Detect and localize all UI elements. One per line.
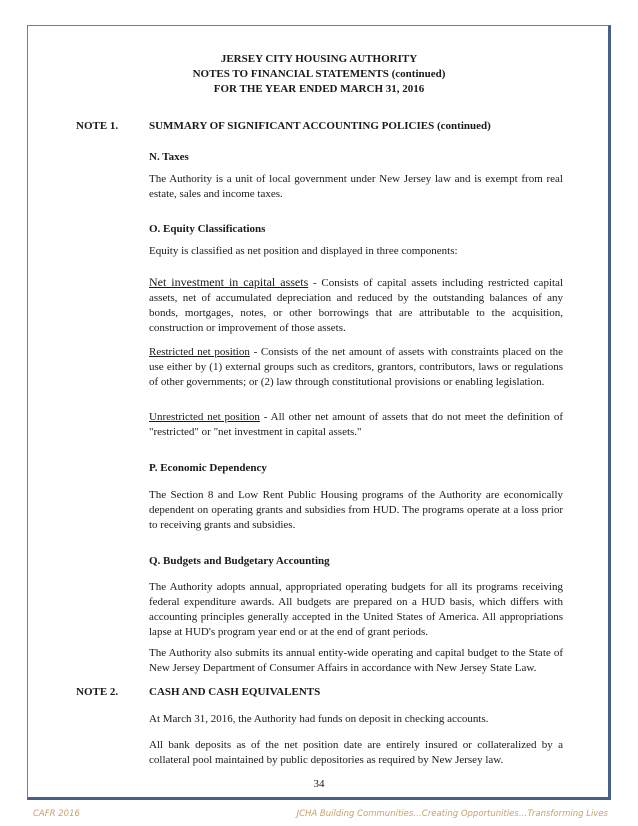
- note2-label: NOTE 2.: [76, 686, 119, 698]
- net-investment-term: Net investment in capital assets: [149, 275, 309, 289]
- restricted-paragraph: [149, 345, 563, 390]
- section-n-text: The Authority is a unit of local government under New Jersey law and is exempt from real estate, sales and income taxes.: [149, 173, 563, 200]
- note1-title: SUMMARY OF SIGNIFICANT ACCOUNTING POLICIES (continued): [149, 120, 491, 132]
- footer-right: JCHA Building Communities…Creating Opportunities…Transforming Lives: [296, 809, 608, 819]
- note1-label: NOTE 1.: [76, 120, 119, 132]
- net-investment-paragraph: [149, 275, 563, 336]
- section-o-intro: Equity is classified as net position and displayed in three components:: [149, 245, 458, 257]
- note2-text1: At March 31, 2016, the Authority had funds on deposit in checking accounts.: [149, 713, 489, 725]
- section-n-heading: N. Taxes: [149, 151, 189, 163]
- note2-title: CASH AND CASH EQUIVALENTS: [149, 686, 321, 698]
- section-p-heading: P. Economic Dependency: [149, 462, 267, 474]
- unrestricted-term: Unrestricted net position: [149, 411, 260, 423]
- header-authority-name: JERSEY CITY HOUSING AUTHORITY: [220, 53, 418, 65]
- restricted-term: Restricted net position: [149, 346, 250, 358]
- unrestricted-paragraph: [149, 410, 563, 440]
- footer-left: CAFR 2016: [33, 809, 80, 819]
- header-period: FOR THE YEAR ENDED MARCH 31, 2016: [213, 83, 425, 95]
- page-number: 34: [313, 778, 325, 790]
- header-notes-title: NOTES TO FINANCIAL STATEMENTS (continued): [192, 68, 446, 80]
- section-q-text2: The Authority also submits its annual entity-wide operating and capital budget to the State of New Jersey Department of Consumer Affairs in accordance with New Jersey State Law.: [149, 647, 563, 674]
- net-investment-text: - Consists of capital assets including restricted capital assets, net of accumulated depreciation and reduced by the outstanding balances of any bonds, mortgages, notes, or other borrowings that are attributable to the acquisition, construction or improvement of those assets.: [149, 277, 563, 334]
- page-header: [0, 52, 638, 97]
- unrestricted-text: - All other net amount of assets that do not meet the definition of "restricted" or "net investment in capital assets.": [149, 411, 563, 438]
- section-o-heading: O. Equity Classifications: [149, 223, 266, 235]
- section-q-heading: Q. Budgets and Budgetary Accounting: [149, 555, 330, 567]
- section-q-text1: The Authority adopts annual, appropriated operating budgets for all its programs receiving federal expenditure awards. All budgets are prepared on a HUD basis, which differs with accounting principles generally accepted in the United States of America. All appropriations lapse at HUD's program year end or at the end of grant periods.: [149, 581, 563, 638]
- section-p-text: The Section 8 and Low Rent Public Housing programs of the Authority are economically dependent on operating grants and subsidies from HUD. The programs operate at a loss prior to receiving grants and subsidies.: [149, 489, 563, 531]
- note2-text2: All bank deposits as of the net position date are entirely insured or collateralized by a collateral pool maintained by public depositories as required by New Jersey law.: [149, 739, 563, 766]
- restricted-text: - Consists of the net amount of assets with constraints placed on the use either by (1) external groups such as creditors, grantors, contributors, laws or regulations of other governments; or (2) law through constitutional provisions or enabling legislation.: [149, 346, 564, 388]
